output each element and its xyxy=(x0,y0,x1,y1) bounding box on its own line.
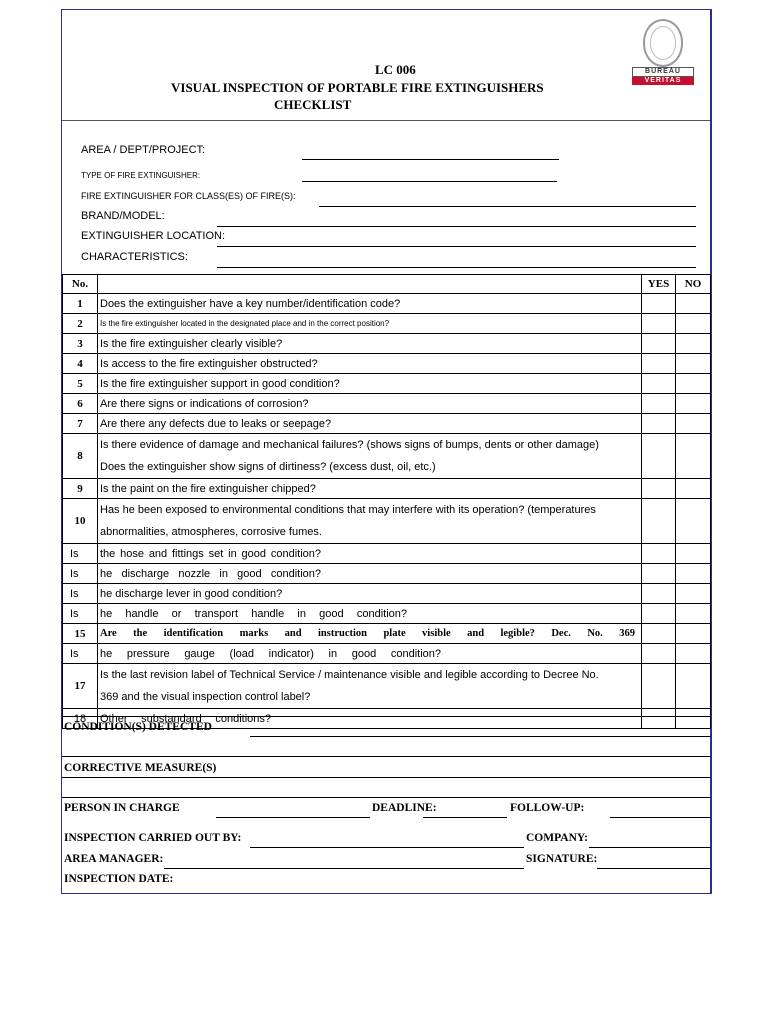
form-code: LC 006 xyxy=(375,62,416,77)
signature-label: SIGNATURE: xyxy=(526,853,598,865)
form-subtitle: CHECKLIST xyxy=(274,97,352,112)
table-row xyxy=(63,374,711,394)
table-row xyxy=(63,624,711,644)
yes-checkbox[interactable] xyxy=(642,544,676,564)
no-checkbox[interactable] xyxy=(676,374,711,394)
corrective-label: CORRECTIVE MEASURE(S) xyxy=(64,762,217,774)
question-text: Is there evidence of damage and mechanical failures? (shows signs of bumps, dents or other damage) xyxy=(100,439,599,451)
question-text: Has he been exposed to environmental conditions that may interfere with its operation? (temperatures xyxy=(100,504,596,516)
question-text: Are there signs or indications of corrosion? xyxy=(98,394,642,414)
row-number: 9 xyxy=(63,479,98,499)
col-question-header xyxy=(98,275,642,294)
question-text-block xyxy=(98,664,642,709)
area-manager-label: AREA MANAGER: xyxy=(64,853,164,865)
col-no-header: No. xyxy=(63,275,98,294)
fire-class-field[interactable] xyxy=(319,206,696,207)
table-row xyxy=(63,434,711,479)
yes-checkbox[interactable] xyxy=(642,434,676,479)
yes-checkbox[interactable] xyxy=(642,709,676,729)
table-row xyxy=(63,644,711,664)
corrective-field-line2[interactable] xyxy=(62,797,711,798)
footer-divider xyxy=(62,716,710,717)
header-divider xyxy=(62,120,710,121)
yes-checkbox[interactable] xyxy=(642,479,676,499)
table-row xyxy=(63,479,711,499)
yes-checkbox[interactable] xyxy=(642,499,676,544)
follow-up-label: FOLLOW-UP: xyxy=(510,802,585,814)
yes-checkbox[interactable] xyxy=(642,334,676,354)
form-title: VISUAL INSPECTION OF PORTABLE FIRE EXTINGUISHERS xyxy=(171,80,544,95)
question-text: Does the extinguisher have a key number/identification code? xyxy=(98,294,642,314)
inspection-by-label: INSPECTION CARRIED OUT BY: xyxy=(64,832,242,844)
question-text-continued: Does the extinguisher show signs of dirtiness? (excess dust, oil, etc.) xyxy=(100,461,436,473)
inspection-date-label: INSPECTION DATE: xyxy=(64,873,174,885)
conditions-field[interactable] xyxy=(250,736,711,737)
row-number: 18 xyxy=(63,709,98,729)
yes-checkbox[interactable] xyxy=(642,414,676,434)
table-row xyxy=(63,499,711,544)
no-checkbox[interactable] xyxy=(676,584,711,604)
logo-line1: BUREAU xyxy=(632,67,694,77)
conditions-label: CONDITION(S) DETECTED xyxy=(64,721,212,733)
row-number: 5 xyxy=(63,374,98,394)
deadline-field[interactable] xyxy=(423,817,507,818)
fire-class-label: FIRE EXTINGUISHER FOR CLASS(ES) OF FIRE(S): xyxy=(81,191,296,201)
row-number: Is xyxy=(63,564,98,584)
row-number: 10 xyxy=(63,499,98,544)
row-number: 1 xyxy=(63,294,98,314)
no-checkbox[interactable] xyxy=(676,644,711,664)
question-text: Is the fire extinguisher support in good condition? xyxy=(98,374,642,394)
area-dept-project-field[interactable] xyxy=(302,159,559,160)
person-in-charge-field[interactable] xyxy=(216,817,370,818)
table-row xyxy=(63,414,711,434)
company-label: COMPANY: xyxy=(526,832,588,844)
table-row xyxy=(63,564,711,584)
row-number: 17 xyxy=(63,664,98,709)
bureau-veritas-logo xyxy=(632,19,694,85)
characteristics-label: CHARACTERISTICS: xyxy=(81,251,188,263)
row-number: Is xyxy=(63,644,98,664)
table-row xyxy=(63,584,711,604)
table-row xyxy=(63,664,711,709)
no-checkbox[interactable] xyxy=(676,564,711,584)
no-checkbox[interactable] xyxy=(676,314,711,334)
table-row xyxy=(63,334,711,354)
no-checkbox[interactable] xyxy=(676,479,711,499)
extinguisher-type-field[interactable] xyxy=(302,181,557,182)
question-text: Is the fire extinguisher clearly visible? xyxy=(98,334,642,354)
question-text: Is the paint on the fire extinguisher chipped? xyxy=(98,479,642,499)
row-number: Is xyxy=(63,604,98,624)
seal-icon xyxy=(643,19,683,67)
yes-checkbox[interactable] xyxy=(642,604,676,624)
question-text: Are the identification marks and instruction plate visible and legible? Dec. No. 369 xyxy=(98,624,642,644)
row-number: Is xyxy=(63,584,98,604)
yes-checkbox[interactable] xyxy=(642,294,676,314)
table-row xyxy=(63,604,711,624)
no-checkbox[interactable] xyxy=(676,434,711,479)
question-text-continued: 369 and the visual inspection control label? xyxy=(100,691,311,703)
signature-field[interactable] xyxy=(597,868,711,869)
no-checkbox[interactable] xyxy=(676,334,711,354)
question-text: Is access to the fire extinguisher obstructed? xyxy=(98,354,642,374)
follow-up-field[interactable] xyxy=(610,817,711,818)
yes-checkbox[interactable] xyxy=(642,664,676,709)
yes-checkbox[interactable] xyxy=(642,644,676,664)
table-row xyxy=(63,314,711,334)
row-number: 2 xyxy=(63,314,98,334)
question-text: he discharge lever in good condition? xyxy=(98,584,642,604)
area-dept-project-label: AREA / DEPT/PROJECT: xyxy=(81,144,206,156)
no-checkbox[interactable] xyxy=(676,604,711,624)
area-manager-field[interactable] xyxy=(164,868,524,869)
inspection-by-field[interactable] xyxy=(250,847,524,848)
no-checkbox[interactable] xyxy=(676,664,711,709)
yes-checkbox[interactable] xyxy=(642,564,676,584)
question-text: he pressure gauge (load indicator) in good condition? xyxy=(98,644,642,664)
question-text: Is the fire extinguisher located in the designated place and in the correct position? xyxy=(98,314,642,334)
question-text-block xyxy=(98,434,642,479)
yes-checkbox[interactable] xyxy=(642,394,676,414)
conditions-field-line2[interactable] xyxy=(62,756,711,757)
no-checkbox[interactable] xyxy=(676,624,711,644)
row-number: 4 xyxy=(63,354,98,374)
table-row xyxy=(63,544,711,564)
row-number: 7 xyxy=(63,414,98,434)
extinguisher-type-label: TYPE OF FIRE EXTINGUISHER: xyxy=(81,171,201,180)
logo-line2: VERITAS xyxy=(632,77,694,85)
company-field[interactable] xyxy=(589,847,711,848)
col-no-answer-header: NO xyxy=(676,275,711,294)
no-checkbox[interactable] xyxy=(676,709,711,729)
yes-checkbox[interactable] xyxy=(642,354,676,374)
question-text: Are there any defects due to leaks or seepage? xyxy=(98,414,642,434)
question-text: the hose and fittings set in good condition? xyxy=(98,544,642,564)
location-field[interactable] xyxy=(217,246,696,247)
row-number: Is xyxy=(63,544,98,564)
question-text: he discharge nozzle in good condition? xyxy=(98,564,642,584)
question-text-block xyxy=(98,499,642,544)
yes-checkbox[interactable] xyxy=(642,624,676,644)
deadline-label: DEADLINE: xyxy=(372,802,437,814)
table-row xyxy=(63,394,711,414)
person-in-charge-label: PERSON IN CHARGE xyxy=(64,802,180,814)
location-label: EXTINGUISHER LOCATION: xyxy=(81,230,226,242)
no-checkbox[interactable] xyxy=(676,499,711,544)
row-number: 6 xyxy=(63,394,98,414)
question-text: Is the last revision label of Technical Service / maintenance visible and legible according to Decree No. xyxy=(100,669,599,681)
row-number: 15 xyxy=(63,624,98,644)
table-header-row xyxy=(63,275,711,294)
no-checkbox[interactable] xyxy=(676,294,711,314)
checklist-form xyxy=(61,9,712,894)
checklist-table xyxy=(62,274,711,729)
table-row xyxy=(63,294,711,314)
question-text: Other substandard conditions? xyxy=(98,709,642,729)
brand-model-field[interactable] xyxy=(217,226,696,227)
question-text-continued: abnormalities, atmospheres, corrosive fumes. xyxy=(100,526,322,538)
yes-checkbox[interactable] xyxy=(642,374,676,394)
no-checkbox[interactable] xyxy=(676,414,711,434)
question-text: he handle or transport handle in good condition? xyxy=(98,604,642,624)
yes-checkbox[interactable] xyxy=(642,584,676,604)
no-checkbox[interactable] xyxy=(676,544,711,564)
brand-model-label: BRAND/MODEL: xyxy=(81,210,165,222)
yes-checkbox[interactable] xyxy=(642,314,676,334)
no-checkbox[interactable] xyxy=(676,354,711,374)
no-checkbox[interactable] xyxy=(676,394,711,414)
row-number: 8 xyxy=(63,434,98,479)
table-row xyxy=(63,354,711,374)
corrective-field[interactable] xyxy=(62,777,711,778)
characteristics-field[interactable] xyxy=(217,267,696,268)
col-yes-header: YES xyxy=(642,275,676,294)
row-number: 3 xyxy=(63,334,98,354)
